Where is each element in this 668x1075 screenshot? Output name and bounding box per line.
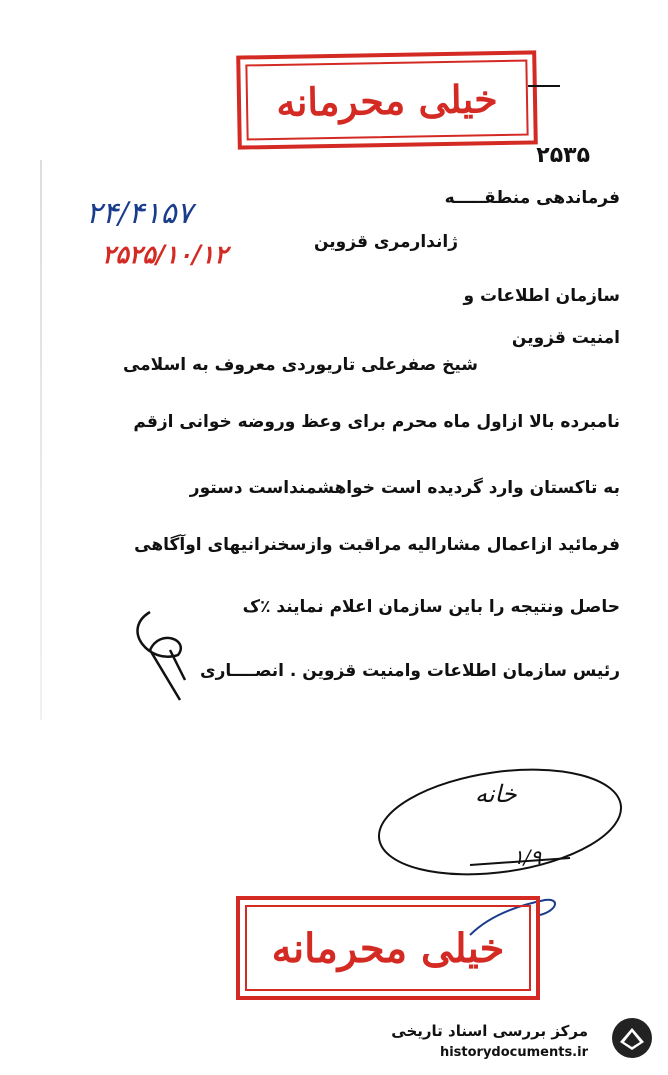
watermark-text-fa: مرکز بررسی اسناد تاریخی [391,1022,588,1040]
stamp-text: خیلی محرمانه [276,75,498,125]
header-line-2: ژاندارمری قزوین [314,232,458,252]
header-line-3: سازمان اطلاعات و [463,286,620,306]
signature-line: رئیس سازمان اطلاعات وامنیت قزوین . انصــــاری [200,661,620,681]
body-line-4: فرمائید ازاعمال مشارالیه مراقبت وازسخنرانیهای اوآگاهی [134,535,620,555]
annotation-ellipse [372,756,628,889]
confidential-stamp-bottom [236,896,540,1000]
body-line-2: نامبرده بالا ازاول ماه محرم برای وعظ وروضه خوانی ازقم [133,412,620,432]
document-number: ۲۵۳۵ [536,143,590,168]
handwritten-date: ۲۵۲۵/۱۰/۱۲ [102,240,228,269]
handwritten-small-number: ۱/۹ [513,845,542,869]
watermark-text-en: historydocuments.ir [439,1045,588,1060]
stamp-text: خیلی محرمانه [271,924,505,972]
body-line-3: به تاکستان وارد گردیده است خواهشمنداست دستور [189,478,620,498]
header-line-4: امنیت قزوین [511,328,620,348]
body-line-1: شیخ صفرعلی تاریوردی معروف به اسلامی [122,355,478,375]
body-line-5: حاصل ونتیجه را باین سازمان اعلام نمایند ٪ک [242,597,620,617]
signature-scribble [138,612,185,700]
handwritten-note: خانه [475,780,517,808]
header-line-1: فرماندهی منطقـــــه [444,188,620,208]
archive-logo-icon [610,1016,654,1060]
handwritten-reference-number: ۲۴/۴۱۵۷ [86,196,193,231]
